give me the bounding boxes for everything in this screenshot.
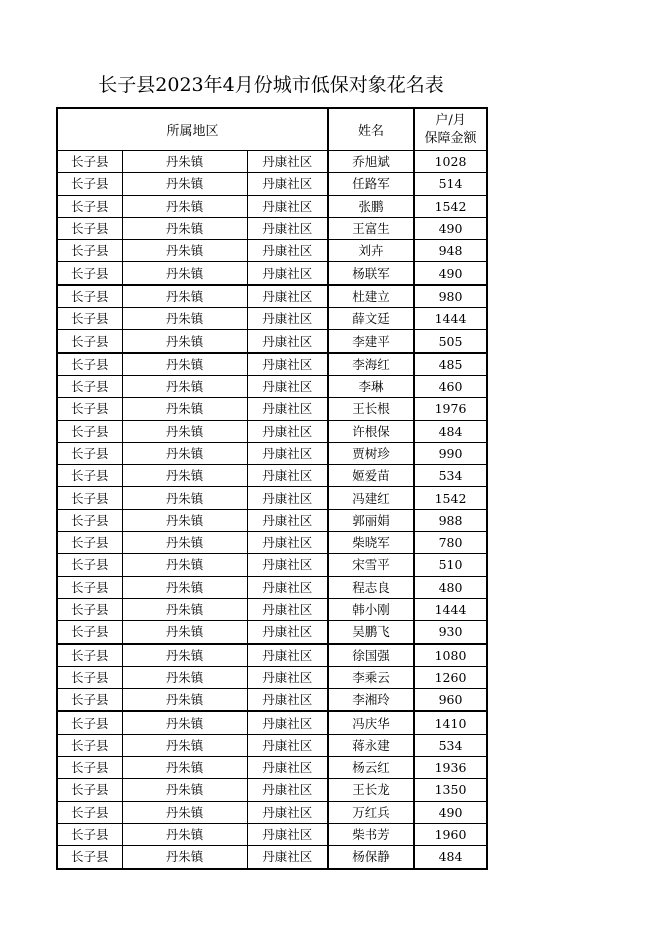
amount-cell: 534 — [414, 734, 487, 756]
amount-cell: 780 — [414, 532, 487, 554]
amount-cell: 485 — [414, 353, 487, 376]
community-cell: 丹康社区 — [247, 689, 328, 712]
county-cell: 长子县 — [57, 509, 122, 531]
name-cell: 柴晓军 — [328, 532, 414, 554]
name-cell: 许根保 — [328, 420, 414, 442]
amount-cell: 930 — [414, 621, 487, 644]
name-cell: 王长龙 — [328, 779, 414, 801]
table-row — [57, 554, 487, 576]
amount-cell: 948 — [414, 240, 487, 262]
name-cell: 吴鹏飞 — [328, 621, 414, 644]
town-cell: 丹朱镇 — [122, 353, 247, 376]
roster-table — [56, 107, 488, 870]
amount-cell: 1936 — [414, 757, 487, 779]
amount-cell: 988 — [414, 509, 487, 531]
table-row — [57, 285, 487, 308]
county-cell: 长子县 — [57, 621, 122, 644]
amount-cell: 510 — [414, 554, 487, 576]
name-cell: 冯建红 — [328, 487, 414, 509]
table-row — [57, 353, 487, 376]
table-row — [57, 398, 487, 420]
community-cell: 丹康社区 — [247, 846, 328, 869]
community-cell: 丹康社区 — [247, 598, 328, 620]
table-row — [57, 598, 487, 620]
county-cell: 长子县 — [57, 330, 122, 353]
table-row — [57, 532, 487, 554]
amount-cell: 490 — [414, 217, 487, 239]
amount-cell: 1444 — [414, 598, 487, 620]
name-cell: 韩小刚 — [328, 598, 414, 620]
name-cell: 杨联军 — [328, 262, 414, 285]
name-cell: 张鹏 — [328, 195, 414, 217]
table-row — [57, 846, 487, 869]
community-cell: 丹康社区 — [247, 823, 328, 845]
table-row — [57, 644, 487, 667]
table-row — [57, 442, 487, 464]
amount-header-line1: 户/月 — [435, 112, 466, 128]
table-row — [57, 308, 487, 330]
county-cell: 长子县 — [57, 711, 122, 734]
county-cell: 长子县 — [57, 308, 122, 330]
amount-header — [414, 108, 487, 151]
amount-cell: 1350 — [414, 779, 487, 801]
town-cell: 丹朱镇 — [122, 240, 247, 262]
table-row — [57, 375, 487, 397]
amount-cell: 484 — [414, 846, 487, 869]
table-row — [57, 487, 487, 509]
name-cell: 薛文廷 — [328, 308, 414, 330]
county-cell: 长子县 — [57, 151, 122, 173]
community-cell: 丹康社区 — [247, 353, 328, 376]
county-cell: 长子县 — [57, 217, 122, 239]
table-row — [57, 420, 487, 442]
name-cell: 刘卉 — [328, 240, 414, 262]
county-cell: 长子县 — [57, 240, 122, 262]
table-row — [57, 262, 487, 285]
county-cell: 长子县 — [57, 442, 122, 464]
community-cell: 丹康社区 — [247, 621, 328, 644]
amount-cell: 490 — [414, 801, 487, 823]
town-cell: 丹朱镇 — [122, 285, 247, 308]
amount-cell: 980 — [414, 285, 487, 308]
amount-cell: 990 — [414, 442, 487, 464]
table-header-row — [57, 108, 487, 151]
amount-cell: 480 — [414, 576, 487, 598]
name-cell: 杨云红 — [328, 757, 414, 779]
county-cell: 长子县 — [57, 195, 122, 217]
community-cell: 丹康社区 — [247, 420, 328, 442]
county-cell: 长子县 — [57, 666, 122, 688]
community-cell: 丹康社区 — [247, 487, 328, 509]
community-cell: 丹康社区 — [247, 801, 328, 823]
amount-cell: 1080 — [414, 644, 487, 667]
community-cell: 丹康社区 — [247, 285, 328, 308]
name-cell: 贾树珍 — [328, 442, 414, 464]
community-cell: 丹康社区 — [247, 308, 328, 330]
name-cell: 冯庆华 — [328, 711, 414, 734]
county-cell: 长子县 — [57, 757, 122, 779]
town-cell: 丹朱镇 — [122, 420, 247, 442]
table-row — [57, 801, 487, 823]
name-cell: 李湘玲 — [328, 689, 414, 712]
name-cell: 杨保静 — [328, 846, 414, 869]
community-cell: 丹康社区 — [247, 173, 328, 195]
name-cell: 程志良 — [328, 576, 414, 598]
amount-cell: 1542 — [414, 195, 487, 217]
community-cell: 丹康社区 — [247, 757, 328, 779]
county-cell: 长子县 — [57, 576, 122, 598]
county-cell: 长子县 — [57, 823, 122, 845]
community-cell: 丹康社区 — [247, 779, 328, 801]
town-cell: 丹朱镇 — [122, 846, 247, 869]
name-cell: 宋雪平 — [328, 554, 414, 576]
table-row — [57, 823, 487, 845]
amount-cell: 1976 — [414, 398, 487, 420]
town-cell: 丹朱镇 — [122, 308, 247, 330]
community-cell: 丹康社区 — [247, 734, 328, 756]
county-cell: 长子县 — [57, 173, 122, 195]
town-cell: 丹朱镇 — [122, 442, 247, 464]
town-cell: 丹朱镇 — [122, 330, 247, 353]
name-cell: 乔旭斌 — [328, 151, 414, 173]
county-cell: 长子县 — [57, 398, 122, 420]
table-row — [57, 330, 487, 353]
community-cell: 丹康社区 — [247, 554, 328, 576]
community-cell: 丹康社区 — [247, 532, 328, 554]
county-cell: 长子县 — [57, 420, 122, 442]
community-cell: 丹康社区 — [247, 217, 328, 239]
county-cell: 长子县 — [57, 689, 122, 712]
region-header: 所属地区 — [57, 108, 328, 151]
table-body — [57, 151, 487, 869]
amount-cell: 1028 — [414, 151, 487, 173]
town-cell: 丹朱镇 — [122, 711, 247, 734]
town-cell: 丹朱镇 — [122, 173, 247, 195]
town-cell: 丹朱镇 — [122, 217, 247, 239]
name-cell: 万红兵 — [328, 801, 414, 823]
community-cell: 丹康社区 — [247, 465, 328, 487]
name-cell: 李琳 — [328, 375, 414, 397]
county-cell: 长子县 — [57, 285, 122, 308]
community-cell: 丹康社区 — [247, 509, 328, 531]
name-cell: 李乘云 — [328, 666, 414, 688]
name-cell: 杜建立 — [328, 285, 414, 308]
community-cell: 丹康社区 — [247, 330, 328, 353]
county-cell: 长子县 — [57, 375, 122, 397]
community-cell: 丹康社区 — [247, 398, 328, 420]
table-row — [57, 779, 487, 801]
community-cell: 丹康社区 — [247, 644, 328, 667]
name-cell: 李建平 — [328, 330, 414, 353]
town-cell: 丹朱镇 — [122, 689, 247, 712]
town-cell: 丹朱镇 — [122, 757, 247, 779]
name-cell: 郭丽娟 — [328, 509, 414, 531]
amount-cell: 490 — [414, 262, 487, 285]
county-cell: 长子县 — [57, 734, 122, 756]
community-cell: 丹康社区 — [247, 262, 328, 285]
amount-cell: 534 — [414, 465, 487, 487]
amount-header-line2: 保障金额 — [424, 130, 477, 146]
table-row — [57, 621, 487, 644]
amount-cell: 1260 — [414, 666, 487, 688]
town-cell: 丹朱镇 — [122, 262, 247, 285]
community-cell: 丹康社区 — [247, 442, 328, 464]
town-cell: 丹朱镇 — [122, 621, 247, 644]
table-row — [57, 734, 487, 756]
table-row — [57, 666, 487, 688]
name-cell: 王长根 — [328, 398, 414, 420]
county-cell: 长子县 — [57, 487, 122, 509]
town-cell: 丹朱镇 — [122, 465, 247, 487]
county-cell: 长子县 — [57, 532, 122, 554]
county-cell: 长子县 — [57, 779, 122, 801]
county-cell: 长子县 — [57, 262, 122, 285]
table-row — [57, 217, 487, 239]
amount-cell: 484 — [414, 420, 487, 442]
town-cell: 丹朱镇 — [122, 644, 247, 667]
town-cell: 丹朱镇 — [122, 779, 247, 801]
table-row — [57, 757, 487, 779]
town-cell: 丹朱镇 — [122, 554, 247, 576]
town-cell: 丹朱镇 — [122, 195, 247, 217]
county-cell: 长子县 — [57, 598, 122, 620]
name-cell: 蒋永建 — [328, 734, 414, 756]
county-cell: 长子县 — [57, 644, 122, 667]
community-cell: 丹康社区 — [247, 375, 328, 397]
amount-cell: 1410 — [414, 711, 487, 734]
table-row — [57, 576, 487, 598]
table-row — [57, 151, 487, 173]
community-cell: 丹康社区 — [247, 151, 328, 173]
county-cell: 长子县 — [57, 801, 122, 823]
town-cell: 丹朱镇 — [122, 801, 247, 823]
name-cell: 任路军 — [328, 173, 414, 195]
amount-cell: 1444 — [414, 308, 487, 330]
name-cell: 徐国强 — [328, 644, 414, 667]
town-cell: 丹朱镇 — [122, 398, 247, 420]
town-cell: 丹朱镇 — [122, 576, 247, 598]
page-title: 长子县2023年4月份城市低保对象花名表 — [98, 74, 444, 96]
amount-cell: 960 — [414, 689, 487, 712]
community-cell: 丹康社区 — [247, 195, 328, 217]
table-row — [57, 240, 487, 262]
town-cell: 丹朱镇 — [122, 509, 247, 531]
town-cell: 丹朱镇 — [122, 598, 247, 620]
amount-cell: 1960 — [414, 823, 487, 845]
table-row — [57, 689, 487, 712]
town-cell: 丹朱镇 — [122, 532, 247, 554]
community-cell: 丹康社区 — [247, 576, 328, 598]
amount-cell: 460 — [414, 375, 487, 397]
town-cell: 丹朱镇 — [122, 375, 247, 397]
county-cell: 长子县 — [57, 554, 122, 576]
name-cell: 李海红 — [328, 353, 414, 376]
name-cell: 王富生 — [328, 217, 414, 239]
table-row — [57, 465, 487, 487]
county-cell: 长子县 — [57, 465, 122, 487]
amount-cell: 514 — [414, 173, 487, 195]
town-cell: 丹朱镇 — [122, 487, 247, 509]
name-cell: 柴书芳 — [328, 823, 414, 845]
community-cell: 丹康社区 — [247, 240, 328, 262]
name-cell: 姬爱苗 — [328, 465, 414, 487]
town-cell: 丹朱镇 — [122, 823, 247, 845]
county-cell: 长子县 — [57, 353, 122, 376]
town-cell: 丹朱镇 — [122, 666, 247, 688]
table-row — [57, 195, 487, 217]
town-cell: 丹朱镇 — [122, 151, 247, 173]
county-cell: 长子县 — [57, 846, 122, 869]
town-cell: 丹朱镇 — [122, 734, 247, 756]
table-row — [57, 173, 487, 195]
amount-cell: 1542 — [414, 487, 487, 509]
amount-cell: 505 — [414, 330, 487, 353]
community-cell: 丹康社区 — [247, 666, 328, 688]
table-row — [57, 711, 487, 734]
community-cell: 丹康社区 — [247, 711, 328, 734]
name-header: 姓名 — [328, 108, 414, 151]
table-row — [57, 509, 487, 531]
